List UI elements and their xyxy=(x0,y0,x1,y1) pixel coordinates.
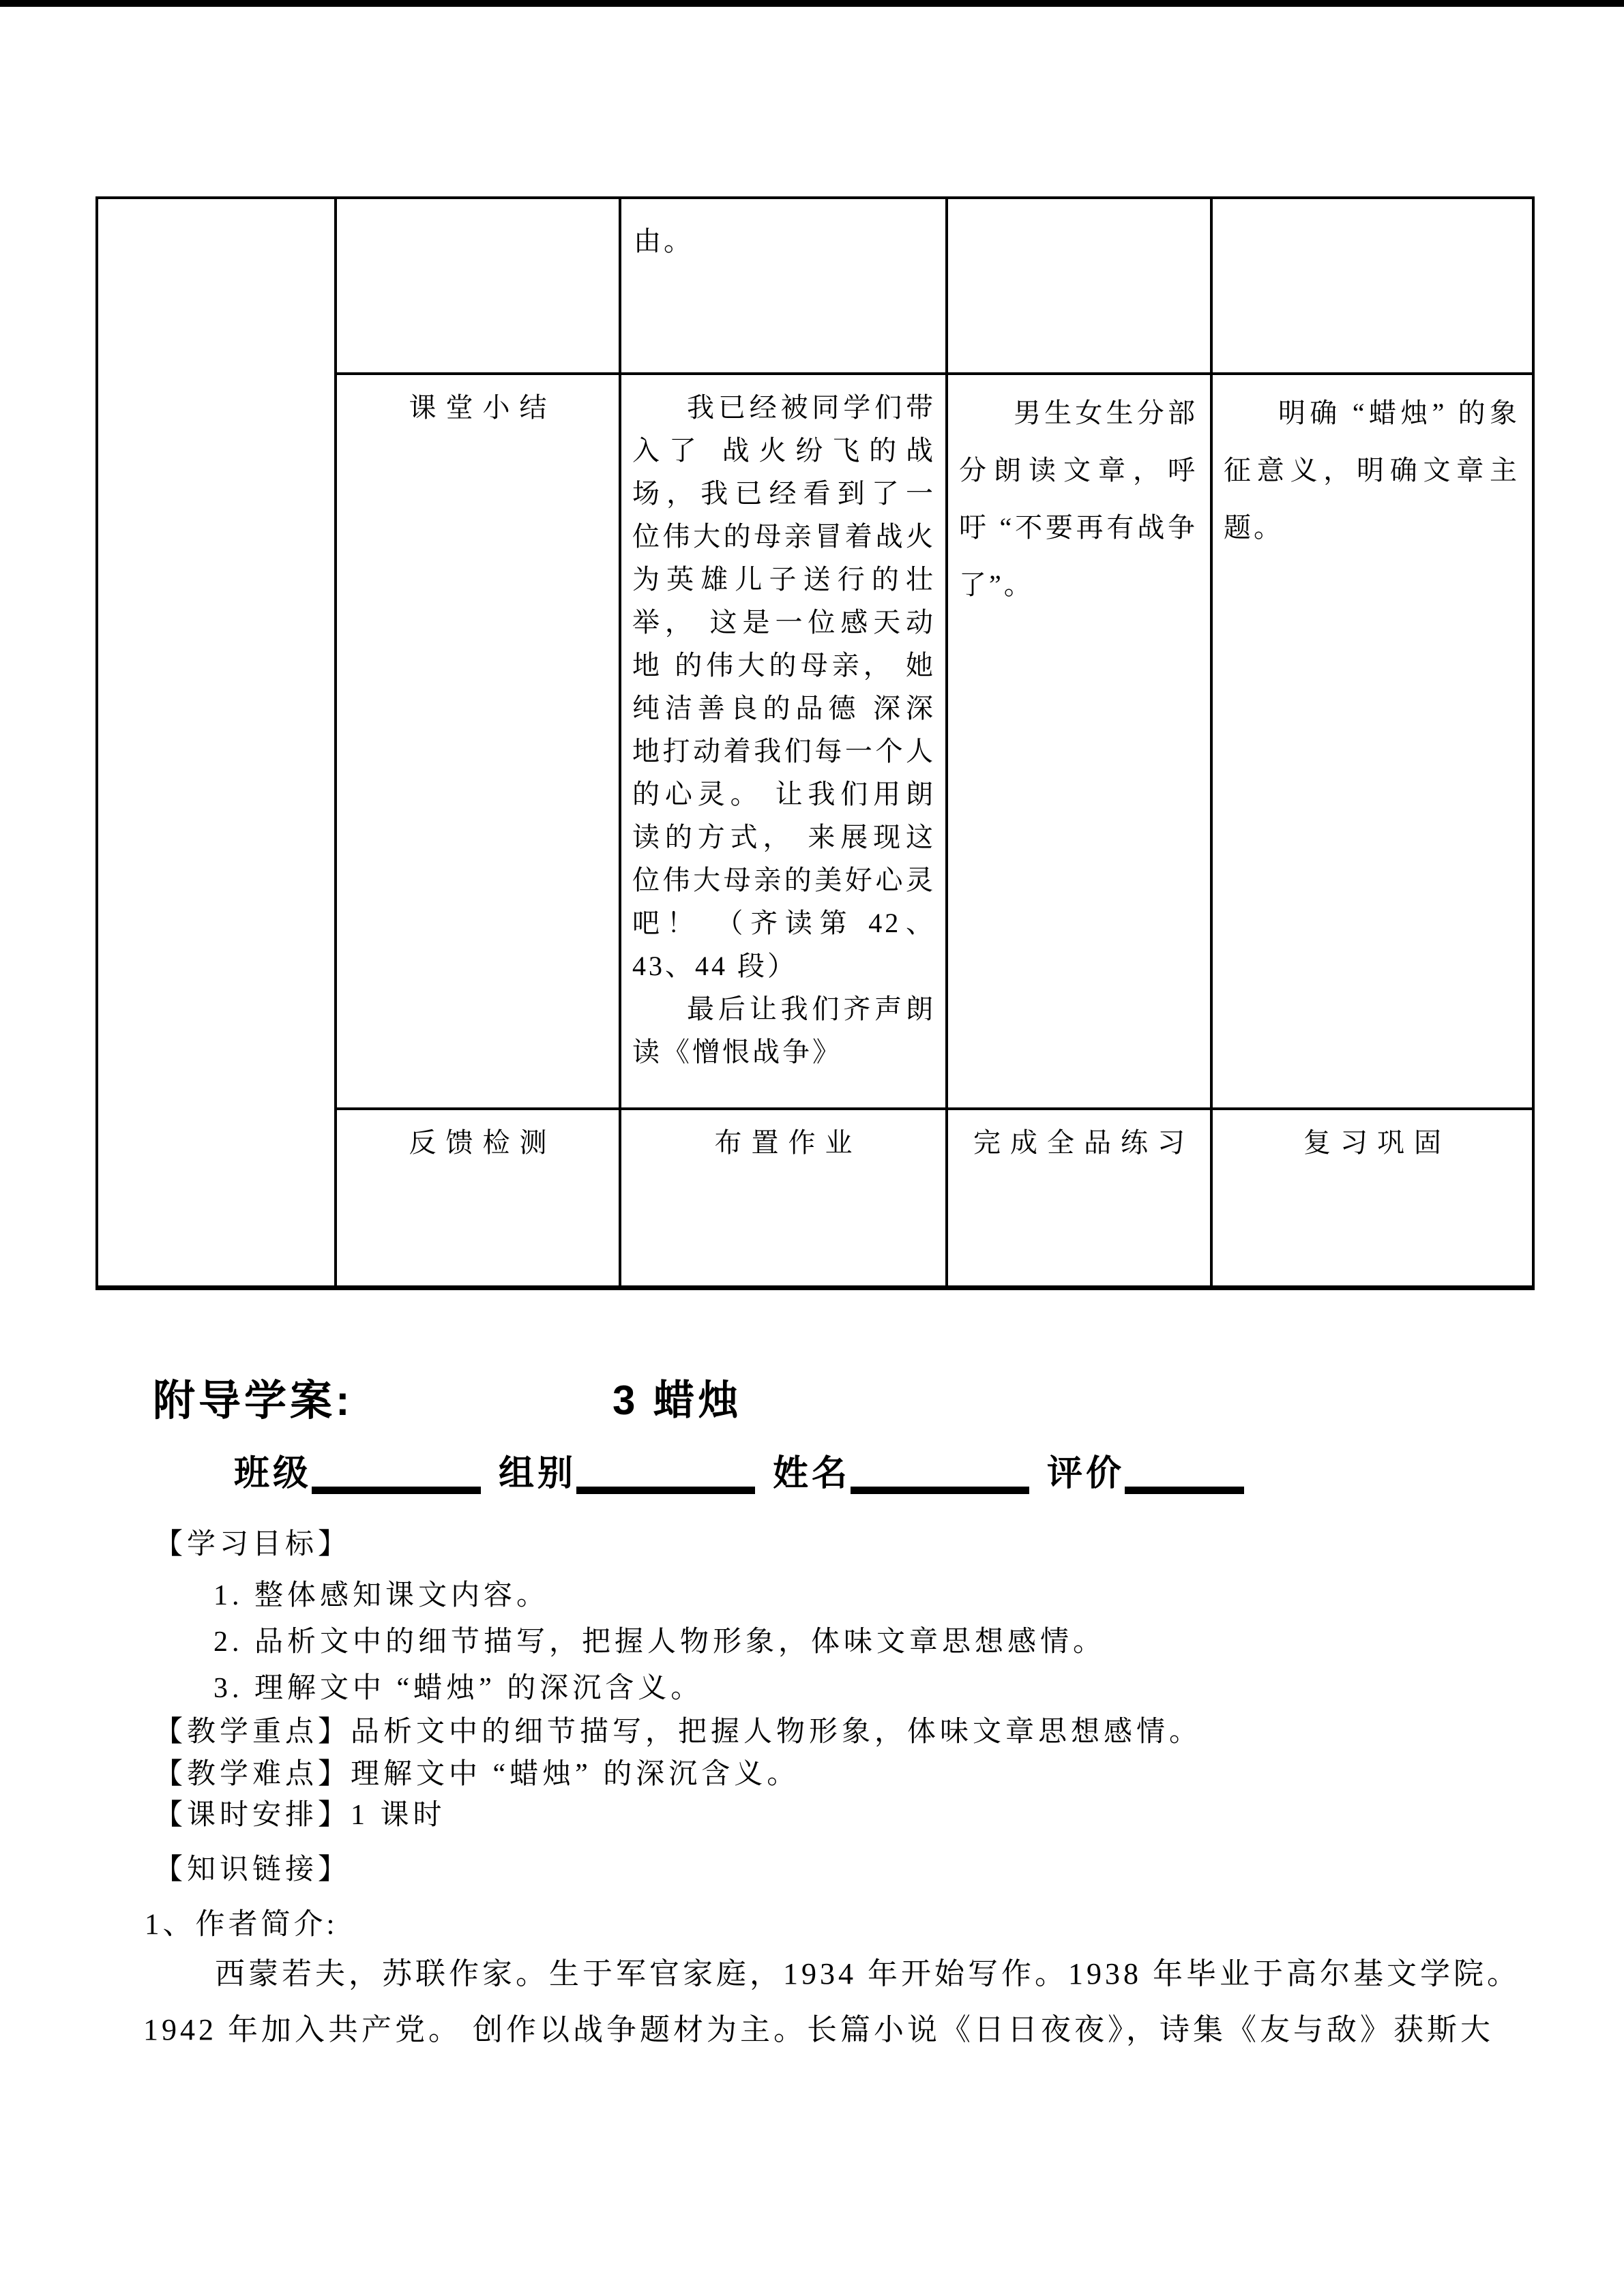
appendix-heading-prefix: 附导学案: xyxy=(153,1377,353,1425)
goal-item-3: 3. 理解文中 “蜡烛” 的深沉含义。 xyxy=(213,1673,704,1704)
scan-artifact-bar xyxy=(0,0,1624,7)
field-evaluation-label: 评价 xyxy=(1047,1454,1125,1493)
table-cell-intent-feedback xyxy=(1213,1110,1532,1285)
field-group-label: 组别 xyxy=(499,1454,577,1493)
teaching-difficulty-label: 【教学难点】 xyxy=(154,1759,351,1790)
table-cell-teacher-feedback xyxy=(621,1110,948,1285)
field-class-blank-line xyxy=(312,1487,481,1494)
teacher-paragraph: 最后让我们齐声朗读《憎恨战争》 xyxy=(632,994,936,1067)
knowledge-link-header: 【知识链接】 xyxy=(154,1854,351,1885)
table-cell-left-merged xyxy=(98,199,337,1285)
intent-label: 复习巩固 xyxy=(1303,1127,1451,1158)
learning-goals-header: 【学习目标】 xyxy=(154,1529,351,1560)
table-cell-intent-summary xyxy=(1213,375,1532,1110)
field-class-label: 班级 xyxy=(234,1454,312,1493)
field-name-label: 姓名 xyxy=(773,1454,851,1493)
continuation-text: 由。 xyxy=(634,226,694,256)
field-evaluation xyxy=(1047,1444,1244,1495)
teaching-key-point-line xyxy=(154,1709,1202,1750)
teaching-key-point-label: 【教学重点】 xyxy=(154,1716,351,1748)
students-paragraph: 男生女生分部分朗读文章，呼吁 “不要再有战争了”。 xyxy=(959,398,1198,600)
teaching-key-point-text: 品析文中的细节描写，把握人物形象，体味文章思想感情。 xyxy=(351,1716,1202,1748)
author-intro-line-1: 西蒙若夫，苏联作家。生于军官家庭，1934 年开始写作。1938 年毕业于高尔基文学院。 xyxy=(215,1957,1520,1991)
field-group xyxy=(499,1444,755,1495)
table-cell-teacher-summary xyxy=(621,375,948,1110)
lesson-title: 3 蜡烛 xyxy=(612,1377,743,1423)
table-cell-stage-feedback xyxy=(337,1110,621,1285)
lesson-plan-table xyxy=(95,196,1535,1290)
teacher-paragraph: 我已经被同学们带入了 战火纷飞的战场，我已经看到了一 位伟大的母亲冒着战火为英雄儿子送行的壮举， 这是一位感天动地 的伟大的母亲， 她纯洁善良的品德 深深地打动着我们每一个人的心灵。 让我们用朗读的方式， 来展现这位伟大母亲的美好心灵吧！ （齐读第 42、43、44 段） xyxy=(632,392,936,981)
goal-item-1: 1. 整体感知课文内容。 xyxy=(213,1580,550,1611)
stage-label: 反馈检测 xyxy=(409,1127,557,1158)
goal-item-2: 2. 品析文中的细节描写，把握人物形象，体味文章思想感情。 xyxy=(213,1626,1106,1658)
field-name-blank-line xyxy=(851,1487,1029,1494)
author-intro-heading: 1、作者简介: xyxy=(145,1909,338,1941)
students-label: 完成全品练习 xyxy=(973,1127,1194,1158)
table-cell-intent-empty xyxy=(1213,199,1532,375)
table-cell-teacher-continuation xyxy=(621,199,948,375)
table-cell-students-feedback xyxy=(948,1110,1213,1285)
table-cell-stage-summary xyxy=(337,375,621,1110)
class-schedule-label: 【课时安排】 xyxy=(154,1800,351,1831)
teaching-difficulty-text: 理解文中 “蜡烛” 的深沉含义。 xyxy=(351,1759,800,1790)
author-intro-line-2: 1942 年加入共产党。 创作以战争题材为主。长篇小说《日日夜夜》，诗集《友与敌》获斯大 xyxy=(143,2013,1494,2046)
class-schedule-text: 1 课时 xyxy=(351,1800,446,1831)
class-schedule-line xyxy=(154,1792,446,1833)
stage-label: 课堂小结 xyxy=(409,392,557,423)
field-name xyxy=(773,1444,1029,1495)
intent-paragraph: 明确 “蜡烛” 的象征意义，明确文章主题。 xyxy=(1224,398,1520,543)
table-cell-students-summary xyxy=(948,375,1213,1110)
teaching-difficulty-line xyxy=(154,1751,799,1792)
student-info-line xyxy=(234,1444,1244,1495)
table-cell-stage-empty xyxy=(337,199,621,375)
table-cell-students-empty xyxy=(948,199,1213,375)
field-evaluation-blank-line xyxy=(1125,1487,1244,1494)
teacher-label: 布置作业 xyxy=(714,1127,862,1158)
field-class xyxy=(234,1444,481,1495)
field-group-blank-line xyxy=(576,1487,755,1494)
